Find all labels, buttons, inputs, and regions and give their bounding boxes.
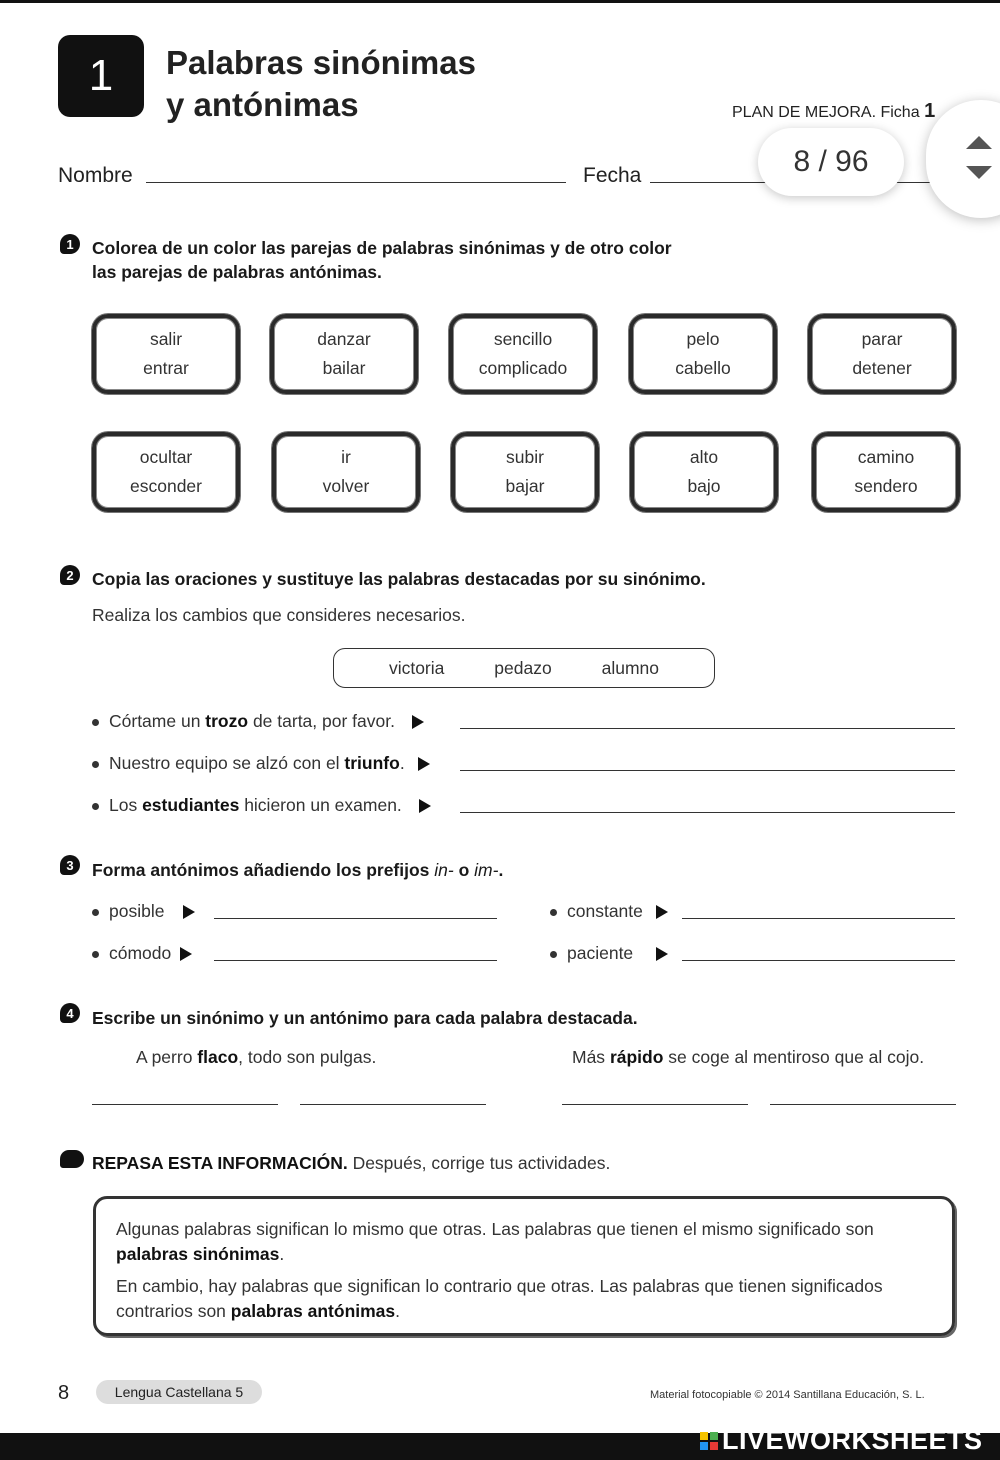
name-label: Nombre [58,164,133,187]
sentence-highlight: trozo [205,711,249,731]
word-pair-top: ocultar [139,447,193,467]
bullet-icon [550,909,557,916]
exercise-3-text: Forma antónimos añadiendo los prefijos [92,860,435,880]
saying-highlight: flaco [197,1047,239,1067]
sentence-text: Los [109,795,143,815]
answer-line-comodo[interactable] [214,960,497,961]
info-text: En cambio, hay palabras que significan lo contrario que otras. Las palabras que tienen significados contrarios son [116,1276,883,1321]
antonym-word-1 [92,901,195,922]
arrow-icon [412,715,424,729]
sentence-highlight: triunfo [344,753,400,773]
word-pair-10[interactable] [812,432,960,512]
review-badge [60,1150,84,1168]
bullet-icon [92,951,99,958]
word-pair-top: sencillo [493,329,553,349]
word-pair-1[interactable] [92,314,240,394]
word-pair-top: ir [341,447,351,467]
saying-1 [136,1047,376,1068]
exercise-1-instruction [92,236,672,284]
answer-line-flaco-synonym[interactable] [92,1104,278,1105]
info-text: . [279,1244,285,1264]
antonym-word: cómodo [109,943,172,963]
exercise-1-instruction-line-1: Colorea de un color las parejas de palabras sinónimas y de otro color [92,238,672,258]
prefix-in: in- [434,860,454,880]
plan-text: PLAN DE MEJORA. Ficha [732,104,920,121]
answer-line-posible[interactable] [214,918,497,919]
arrow-icon [183,905,195,919]
info-paragraph-1 [116,1217,932,1267]
page-scroller[interactable] [926,100,1000,218]
exercise-4-badge: 4 [60,1003,80,1023]
word-pair-3[interactable] [449,314,597,394]
saying-text: Más [572,1047,610,1067]
word-pair-bottom: entrar [143,358,189,378]
arrow-icon [418,757,430,771]
logo-square-icon [710,1442,718,1450]
exercise-3-badge: 3 [60,855,80,875]
word-pair-bottom: detener [852,358,912,378]
sentence-1 [92,711,424,732]
word-pair-bottom: bajo [687,476,721,496]
word-pair-2[interactable] [270,314,418,394]
saying-2 [572,1047,924,1068]
word-pair-top: salir [149,329,183,349]
info-text: Algunas palabras significan lo mismo que otras. Las palabras que tienen el mismo significado son [116,1219,874,1239]
word-pair-bottom: sendero [854,476,918,496]
word-pair-top: alto [689,447,719,467]
word-pair-top: parar [861,329,903,349]
plan-label [732,100,935,123]
exercise-3-text: . [498,860,504,880]
answer-line-paciente[interactable] [682,960,955,961]
exercise-2-subinstruction: Realiza los cambios que consideres necesarios. [92,605,466,625]
logo-grid-icon [700,1432,718,1450]
sentence-text: hicieron un examen. [239,795,402,815]
name-field[interactable] [146,182,566,183]
chevron-up-icon[interactable] [966,136,992,149]
info-box [93,1196,955,1336]
title-line-1: Palabras sinónimas [166,44,476,81]
answer-line-sentence-1[interactable] [460,728,955,729]
saying-text: A perro [136,1047,198,1067]
sentence-text: Nuestro equipo se alzó con el [109,753,345,773]
sentence-text: . [399,753,405,773]
word-pair-6[interactable] [92,432,240,512]
page-indicator-text: 8 / 96 [793,145,869,178]
answer-line-rapido-synonym[interactable] [562,1104,748,1105]
title-line-2: y antónimas [166,86,359,123]
exercise-3-instruction [92,858,503,882]
unit-number-badge [58,35,144,117]
review-heading-bold: REPASA ESTA INFORMACIÓN. [92,1153,348,1173]
word-pair-4[interactable] [629,314,777,394]
review-heading-text: Después, corrige tus actividades. [347,1153,611,1173]
saying-text: , todo son pulgas. [238,1047,377,1067]
word-pair-top: subir [506,447,544,467]
bullet-icon [92,909,99,916]
footer-page-number: 8 [58,1382,70,1404]
arrow-icon [656,947,668,961]
word-pair-bottom: volver [322,476,370,496]
word-pair-top: pelo [686,329,720,349]
antonym-word: paciente [567,943,634,963]
antonym-word-3 [92,943,192,964]
saying-text: se coge al mentiroso que al cojo. [663,1047,925,1067]
liveworksheets-logo [700,1425,983,1456]
copyright: Material fotocopiable © 2014 Santillana Educación, S. L. [650,1389,925,1401]
antonym-word-2 [550,901,668,922]
word-pair-bottom: bailar [322,358,366,378]
bullet-icon [92,761,99,768]
sentence-text: Córtame un [109,711,206,731]
answer-line-constante[interactable] [682,918,955,919]
plan-number: 1 [924,100,936,122]
prefix-im: im- [474,860,499,880]
footer-book-label [96,1380,262,1404]
answer-line-flaco-antonym[interactable] [300,1104,486,1105]
bullet-icon [92,803,99,810]
date-label: Fecha [583,164,642,187]
word-bank-item: victoria [388,657,445,678]
info-bold: palabras antónimas [230,1301,396,1321]
exercise-1-instruction-line-2: las parejas de palabras antónimas. [92,262,382,282]
info-paragraph-2 [116,1274,932,1324]
word-pair-5[interactable] [808,314,956,394]
word-pair-top: danzar [317,329,371,349]
answer-line-sentence-3[interactable] [460,812,955,813]
footer-book-text: Lengua Castellana 5 [114,1384,244,1400]
exercise-1-badge: 1 [60,234,80,254]
word-pair-bottom: esconder [130,476,202,496]
word-pair-8[interactable] [451,432,599,512]
watermark-text: LIVEWORKSHEETS [722,1425,983,1455]
word-bank-item: alumno [601,657,660,678]
antonym-word-4 [550,943,668,964]
logo-square-icon [700,1432,708,1440]
word-pair-9[interactable] [630,432,778,512]
word-pair-bottom: complicado [478,358,568,378]
exercise-2-instruction: Copia las oraciones y sustituye las palabras destacadas por su sinónimo. [92,569,706,589]
saying-highlight: rápido [609,1047,664,1067]
sentence-3 [92,795,431,816]
bullet-icon [550,951,557,958]
review-heading [92,1153,610,1174]
antonym-word: constante [567,901,643,921]
exercise-3-text: o [453,860,475,880]
exercise-2-badge: 2 [60,565,80,585]
info-text: . [395,1301,401,1321]
arrow-icon [419,799,431,813]
top-border [0,0,1000,3]
info-bold: palabras sinónimas [116,1244,280,1264]
arrow-icon [656,905,668,919]
answer-line-sentence-2[interactable] [460,770,955,771]
word-pair-bottom: cabello [675,358,731,378]
page-indicator [758,128,904,196]
logo-square-icon [710,1432,718,1440]
word-bank-item: pedazo [494,657,552,678]
answer-line-rapido-antonym[interactable] [770,1104,956,1105]
word-pair-7[interactable] [272,432,420,512]
word-bank [333,648,715,688]
sentence-highlight: estudiantes [142,795,240,815]
antonym-word: posible [109,901,165,921]
exercise-4-instruction: Escribe un sinónimo y un antónimo para cada palabra destacada. [92,1008,638,1028]
word-pair-top: camino [857,447,915,467]
word-pair-bottom: bajar [505,476,545,496]
unit-number: 1 [88,51,114,100]
arrow-icon [180,947,192,961]
logo-square-icon [700,1442,708,1450]
sentence-2 [92,753,430,774]
sentence-text: de tarta, por favor. [248,711,395,731]
bullet-icon [92,719,99,726]
chevron-down-icon[interactable] [966,166,992,179]
